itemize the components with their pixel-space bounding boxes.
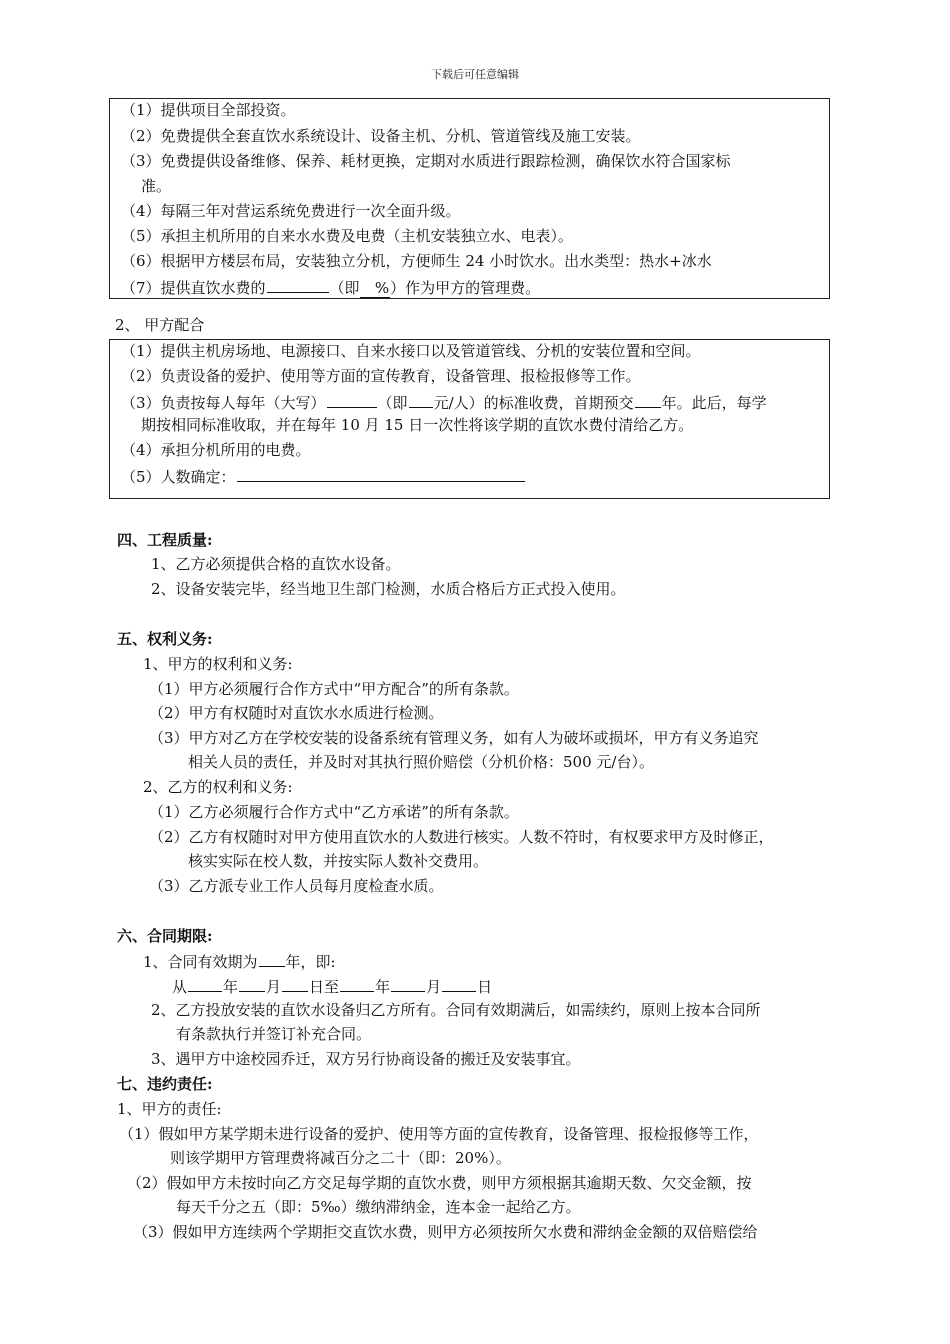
box1-item-2: （2）免费提供全套直饮水系统设计、设备主机、分机、管道管线及施工安装。 bbox=[121, 127, 641, 145]
section-4-item-2: 2、设备安装完毕，经当地卫生部门检测，水质合格后方正式投入使用。 bbox=[151, 580, 626, 598]
box2-item-2: （2）负责设备的爱护、使用等方面的宣传教育，设备管理、报检报修等工作。 bbox=[121, 367, 641, 385]
start-day-blank bbox=[282, 974, 308, 992]
contract-term-text-b: 年，即: bbox=[285, 953, 336, 971]
month-label: 月 bbox=[426, 978, 442, 996]
section-7-a-item-2: （2）假如甲方未按时向乙方交足每学期的直饮水费，则甲方须根据其逾期天数、欠交金额，按 bbox=[127, 1174, 752, 1192]
section-4-title: 四、工程质量: bbox=[117, 531, 213, 549]
box1-item-6: （6）根据甲方楼层布局，安装独立分机，方便师生 24 小时饮水。出水类型：热水+冰水 bbox=[121, 252, 712, 270]
management-fee-blank bbox=[267, 275, 329, 293]
end-month-blank bbox=[391, 974, 425, 992]
start-month-blank bbox=[239, 974, 265, 992]
end-day-blank bbox=[442, 974, 476, 992]
section-5-a-item-2: （2）甲方有权随时对直饮水水质进行检测。 bbox=[149, 704, 444, 722]
annual-fee-amount-blank bbox=[409, 390, 433, 408]
section-7-a-item-3: （3）假如甲方连续两个学期拒交直饮水费，则甲方必须按所欠水费和滞纳金金额的双倍赔偿给 bbox=[133, 1223, 758, 1241]
page-header: 下载后可任意编辑 bbox=[431, 68, 519, 81]
box2-item-1: （1）提供主机房场地、电源接口、自来水接口以及管道管线、分机的安装位置和空间。 bbox=[121, 342, 701, 360]
box2-item-4: （4）承担分机所用的电费。 bbox=[121, 441, 311, 459]
box2-item-3 bbox=[121, 390, 767, 412]
box2-item-3-cont: 期按相同标准收取，并在每年 10 月 15 日一次性将该学期的直饮水费付清给乙方。 bbox=[141, 416, 694, 434]
box1-item-3-cont: 准。 bbox=[141, 177, 172, 195]
year-label: 年 bbox=[375, 978, 391, 996]
prepay-years-blank bbox=[635, 390, 661, 408]
box2-item-3-text-d: 年。此后，每学 bbox=[661, 394, 767, 412]
date-from-label: 从 bbox=[172, 978, 188, 996]
year-label: 年 bbox=[223, 978, 239, 996]
contract-term-text-a: 1、合同有效期为 bbox=[143, 953, 258, 971]
box2-item-3-text-b: （即 bbox=[377, 394, 408, 412]
month-label: 月 bbox=[266, 978, 282, 996]
contract-term-years-blank bbox=[259, 949, 285, 967]
section-party-a-cooperation-title: 2、 甲方配合 bbox=[115, 316, 205, 334]
section-5-party-a: 1、甲方的权利和义务: bbox=[143, 655, 293, 673]
section-7-title: 七、违约责任: bbox=[117, 1075, 213, 1093]
section-7-a-item-1-cont: 则该学期甲方管理费将减百分之二十（即：20%）。 bbox=[170, 1149, 511, 1167]
box1-item-4: （4）每隔三年对营运系统免费进行一次全面升级。 bbox=[121, 202, 461, 220]
section-6-title: 六、合同期限: bbox=[117, 927, 213, 945]
box2-item-5 bbox=[121, 464, 526, 486]
section-5-a-item-3: （3）甲方对乙方在学校安装的设备系统有管理义务，如有人为破坏或损坏，甲方有义务追究 bbox=[149, 729, 759, 747]
section-7-a-item-2-cont: 每天千分之五（即：5‰）缴纳滞纳金，连本金一起给乙方。 bbox=[176, 1198, 581, 1216]
section-7-a-item-1: （1）假如甲方某学期未进行设备的爱护、使用等方面的宣传教育，设备管理、报检报修等工作， bbox=[119, 1125, 759, 1143]
box2-item-5-text: （5）人数确定： bbox=[121, 468, 236, 486]
section-5-b-item-2: （2）乙方有权随时对甲方使用直饮水的人数进行核实。人数不符时，有权要求甲方及时修正， bbox=[149, 828, 774, 846]
percent-sign: % bbox=[374, 279, 390, 297]
section-6-item-3: 3、遇甲方中途校园乔迁，双方另行协商设备的搬迁及安装事宜。 bbox=[151, 1050, 581, 1068]
headcount-blank bbox=[237, 464, 525, 482]
box2-item-3-text-a: （3）负责按每人每年（大写） bbox=[121, 394, 326, 412]
section-5-b-item-2-cont: 核实实际在校人数，并按实际人数补交费用。 bbox=[188, 852, 489, 870]
box1-item-7-text-b: （即 bbox=[329, 279, 360, 297]
section-6-item-2: 2、乙方投放安装的直饮水设备归乙方所有。合同有效期满后，如需续约，原则上按本合同所 bbox=[151, 1001, 761, 1019]
percent-blank bbox=[360, 279, 391, 298]
box2-item-3-text-c: 元/人）的标准收费，首期预交 bbox=[433, 394, 634, 412]
end-year-blank bbox=[340, 974, 374, 992]
section-5-a-item-3-cont: 相关人员的责任，并及时对其执行照价赔偿（分机价格：500 元/台）。 bbox=[188, 753, 654, 771]
section-4-item-1: 1、乙方必须提供合格的直饮水设备。 bbox=[151, 555, 401, 573]
start-year-blank bbox=[188, 974, 222, 992]
box1-item-7-text-a: （7）提供直饮水费的 bbox=[121, 279, 266, 297]
box1-item-1: （1）提供项目全部投资。 bbox=[121, 101, 296, 119]
section-6-item-1 bbox=[143, 949, 336, 971]
box1-item-7-text-c: ）作为甲方的管理费。 bbox=[390, 279, 541, 297]
box1-item-5: （5）承担主机所用的自来水水费及电费（主机安装独立水、电表）。 bbox=[121, 227, 574, 245]
annual-fee-words-blank bbox=[327, 390, 377, 408]
section-5-b-item-1: （1）乙方必须履行合作方式中“乙方承诺”的所有条款。 bbox=[149, 803, 519, 821]
section-5-party-b: 2、乙方的权利和义务: bbox=[143, 778, 293, 796]
section-5-b-item-3: （3）乙方派专业工作人员每月度检查水质。 bbox=[149, 877, 444, 895]
section-5-title: 五、权利义务: bbox=[117, 630, 213, 648]
box1-item-7 bbox=[121, 275, 540, 297]
box1-item-3: （3）免费提供设备维修、保养、耗材更换，定期对水质进行跟踪检测，确保饮水符合国家标 bbox=[121, 152, 731, 170]
contract-date-range bbox=[172, 974, 492, 996]
day-to-label: 日至 bbox=[309, 978, 340, 996]
section-5-a-item-1: （1）甲方必须履行合作方式中“甲方配合”的所有条款。 bbox=[149, 680, 519, 698]
day-label: 日 bbox=[477, 978, 493, 996]
section-7-party-a: 1、甲方的责任: bbox=[117, 1100, 222, 1118]
section-6-item-2-cont: 有条款执行并签订补充合同。 bbox=[176, 1025, 372, 1043]
